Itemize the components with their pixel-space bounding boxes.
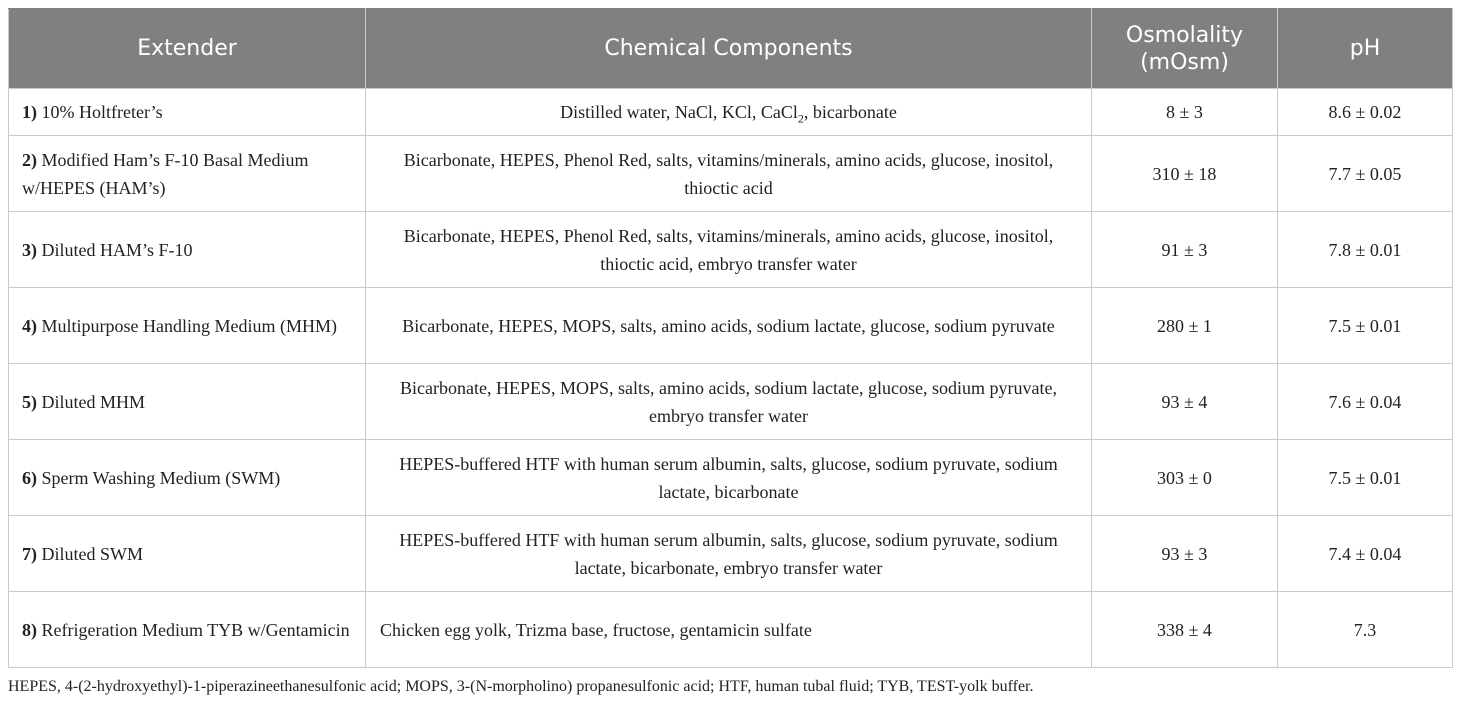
row-number: 7): [22, 543, 37, 564]
extender-name: Refrigeration Medium TYB w/Gentamicin: [41, 619, 350, 640]
table-row: [9, 136, 1453, 212]
extender-name-cell: [9, 89, 366, 136]
osmolality-cell: 280 ± 1: [1092, 288, 1278, 364]
row-number: 4): [22, 315, 37, 336]
row-number: 5): [22, 391, 37, 412]
extender-name-cell: [9, 592, 366, 668]
extender-name-cell: [9, 440, 366, 516]
ph-cell: 7.7 ± 0.05: [1278, 136, 1453, 212]
row-number: 1): [22, 102, 37, 122]
extender-name-cell: [9, 212, 366, 288]
components-cell: HEPES-buffered HTF with human serum albumin, salts, glucose, sodium pyruvate, sodium lactate, bicarbonate, embryo transfer water: [366, 516, 1092, 592]
extender-name-cell: [9, 136, 366, 212]
components-text: Distilled water, NaCl, KCl, CaCl: [560, 102, 798, 122]
components-cell: Bicarbonate, HEPES, Phenol Red, salts, vitamins/minerals, amino acids, glucose, inositol, thioctic acid: [366, 136, 1092, 212]
components-text: , bicarbonate: [803, 102, 897, 122]
table-row: [9, 440, 1453, 516]
header-ph: pH: [1278, 9, 1453, 89]
osmolality-cell: 93 ± 3: [1092, 516, 1278, 592]
table-row: [9, 212, 1453, 288]
header-osmolality-line2: (mOsm): [1140, 49, 1229, 75]
table-header-row: [9, 9, 1453, 89]
osmolality-cell: 91 ± 3: [1092, 212, 1278, 288]
extender-name-cell: [9, 364, 366, 440]
osmolality-cell: 93 ± 4: [1092, 364, 1278, 440]
components-cell: Chicken egg yolk, Trizma base, fructose, gentamicin sulfate: [366, 592, 1092, 668]
extender-name-cell: [9, 288, 366, 364]
extender-name-cell: [9, 516, 366, 592]
row-number: 2): [22, 149, 37, 170]
header-components: Chemical Components: [366, 9, 1092, 89]
extender-name: Multipurpose Handling Medium (MHM): [41, 315, 337, 336]
table-row: [9, 364, 1453, 440]
ph-cell: 7.6 ± 0.04: [1278, 364, 1453, 440]
osmolality-cell: 303 ± 0: [1092, 440, 1278, 516]
osmolality-cell: 310 ± 18: [1092, 136, 1278, 212]
components-cell: HEPES-buffered HTF with human serum albumin, salts, glucose, sodium pyruvate, sodium lactate, bicarbonate: [366, 440, 1092, 516]
table-footnote: HEPES, 4-(2-hydroxyethyl)-1-piperazineethanesulfonic acid; MOPS, 3-(N-morpholino) propanesulfonic acid; HTF, human tubal fluid; TYB, TEST-yolk buffer.: [8, 678, 1034, 695]
extender-table: [8, 8, 1453, 668]
extender-name: Diluted HAM’s F-10: [41, 239, 193, 260]
ph-cell: 7.5 ± 0.01: [1278, 440, 1453, 516]
ph-cell: 7.3: [1278, 592, 1453, 668]
osmolality-cell: 338 ± 4: [1092, 592, 1278, 668]
components-cell: Bicarbonate, HEPES, MOPS, salts, amino acids, sodium lactate, glucose, sodium pyruvate: [366, 288, 1092, 364]
ph-cell: 7.8 ± 0.01: [1278, 212, 1453, 288]
header-osmolality-line1: Osmolality: [1125, 22, 1244, 48]
extender-name: Diluted SWM: [41, 543, 143, 564]
header-extender: Extender: [9, 9, 366, 89]
row-number: 3): [22, 239, 37, 260]
row-number: 8): [22, 619, 37, 640]
osmolality-cell: 8 ± 3: [1092, 89, 1278, 136]
extender-name: Diluted MHM: [41, 391, 145, 412]
extender-name: 10% Holtfreter’s: [41, 102, 163, 122]
ph-cell: 7.4 ± 0.04: [1278, 516, 1453, 592]
components-cell: Bicarbonate, HEPES, Phenol Red, salts, vitamins/minerals, amino acids, glucose, inositol, thioctic acid, embryo transfer water: [366, 212, 1092, 288]
ph-cell: 7.5 ± 0.01: [1278, 288, 1453, 364]
row-number: 6): [22, 467, 37, 488]
components-cell: Bicarbonate, HEPES, MOPS, salts, amino acids, sodium lactate, glucose, sodium pyruvate, embryo transfer water: [366, 364, 1092, 440]
subscript: 2: [797, 111, 804, 126]
table-row: [9, 592, 1453, 668]
components-cell: [366, 89, 1092, 136]
ph-cell: 8.6 ± 0.02: [1278, 89, 1453, 136]
header-osmolality: [1092, 9, 1278, 89]
table-row: [9, 288, 1453, 364]
table-row: [9, 516, 1453, 592]
extender-name: Sperm Washing Medium (SWM): [41, 467, 281, 488]
table-row: [9, 89, 1453, 136]
extender-name: Modified Ham’s F-10 Basal Medium w/HEPES (HAM’s): [22, 149, 309, 198]
